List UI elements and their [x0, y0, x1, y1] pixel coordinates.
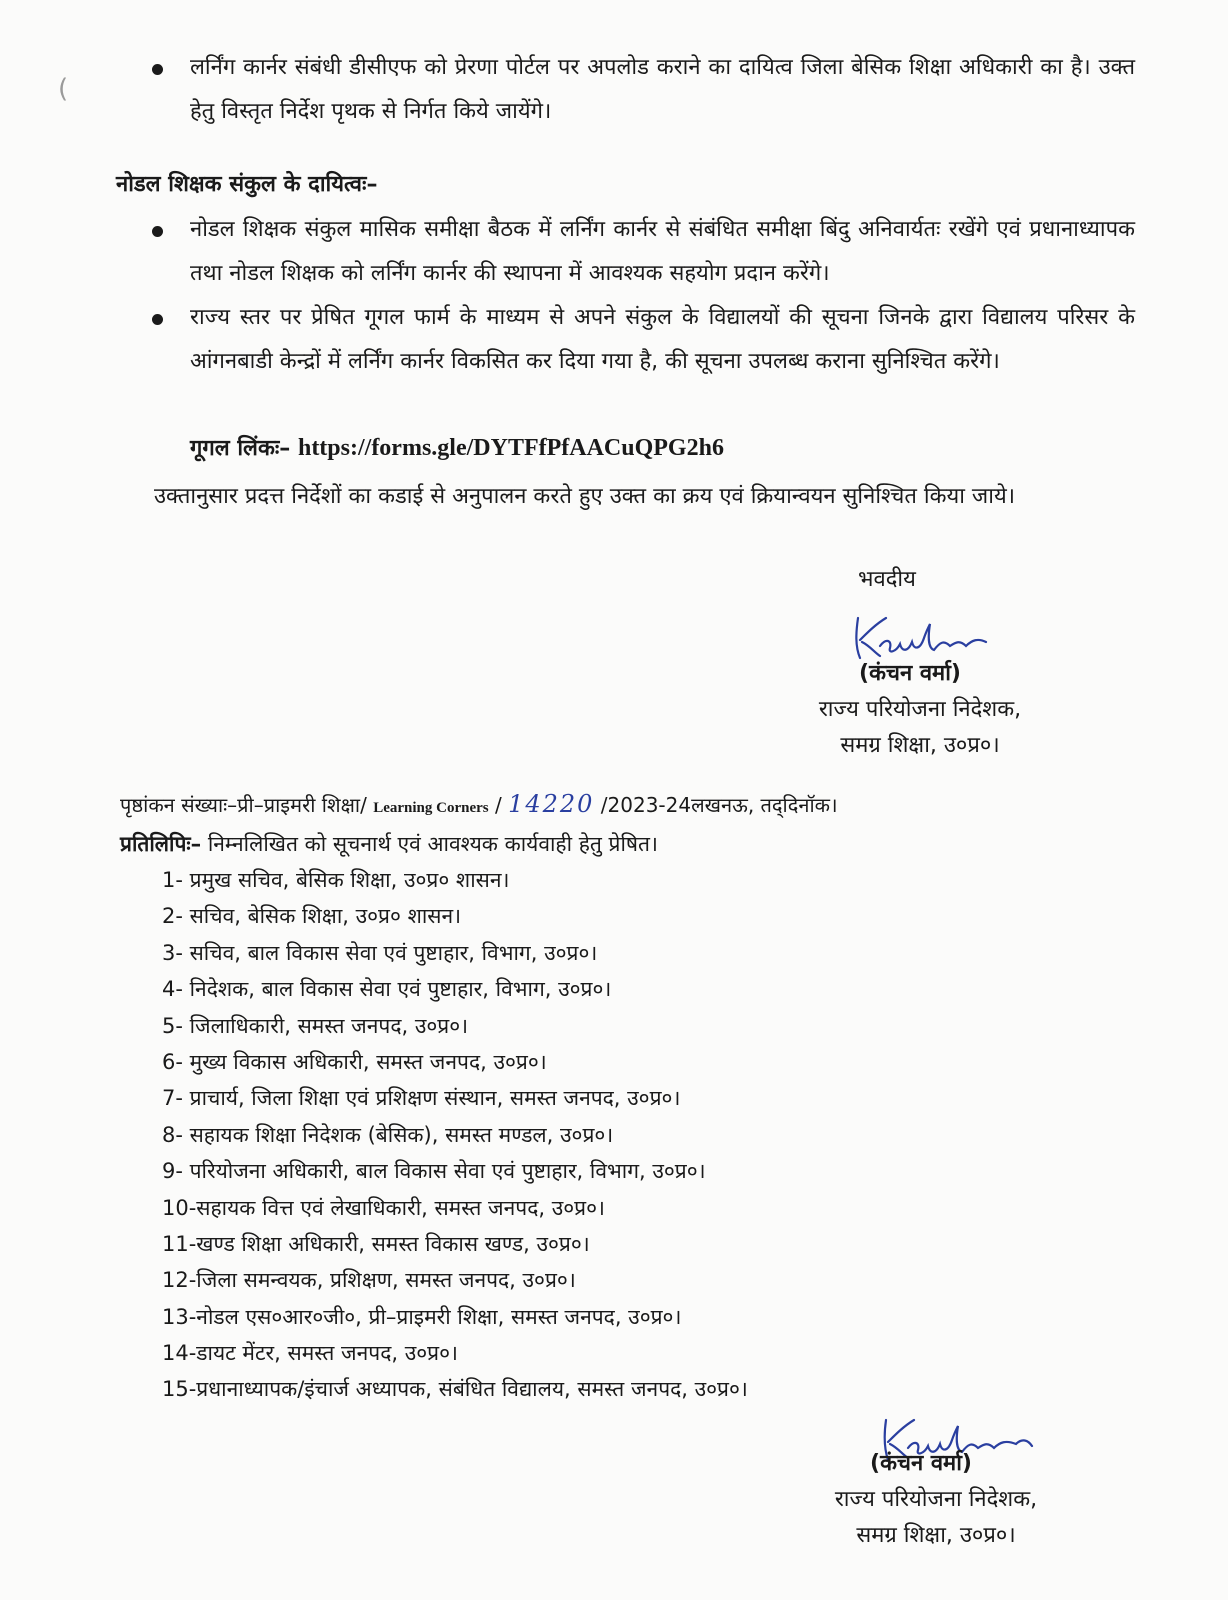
closing-paragraph: उक्तानुसार प्रदत्त निर्देशों का कडाई से अनुपालन करते हुए उक्त का क्रय एवं क्रियान्वयन सुनिश्चित किया जाये। — [154, 484, 1016, 509]
list-item: 1- प्रमुख सचिव, बेसिक शिक्षा, उ०प्र० शासन। — [162, 868, 510, 892]
signatory-office: समग्र शिक्षा, उ०प्र०। — [840, 733, 1000, 758]
bullet-text: लर्निंग कार्नर संबंधी डीसीएफ को प्रेरणा पोर्टल पर अपलोड कराने का दायित्व जिला बेसिक शिक्षा अधिकारी का है। उक्त हेतु विस्तृत निर्देश पृथक से निर्गत किये जायेंगे। — [190, 55, 1135, 124]
list-item: 8- सहायक शिक्षा निदेशक (बेसिक), समस्त मण्डल, उ०प्र०। — [162, 1122, 614, 1147]
reference-line — [120, 790, 838, 818]
copy-recipient-list — [162, 862, 748, 1408]
list-item: 15-प्रधानाध्यापक/इंचार्ज अध्यापक, संबंधित विद्यालय, समस्त जनपद, उ०प्र०। — [162, 1377, 748, 1402]
list-item: 7- प्राचार्य, जिला शिक्षा एवं प्रशिक्षण संस्थान, समस्त जनपद, उ०प्र०। — [162, 1086, 681, 1111]
bullet-nodal-google-form — [190, 296, 1135, 384]
signoff: भवदीय — [858, 567, 916, 592]
copy-intro-line — [120, 830, 658, 858]
reference-number-handwritten: 14220 — [508, 790, 595, 818]
signatory-designation: राज्य परियोजना निदेशक, — [818, 697, 1022, 722]
reference-prefix: पृष्ठांकन संख्याः–प्री–प्राइमरी शिक्षा/ — [120, 793, 374, 817]
bullet-dot — [152, 226, 163, 237]
signatory-block — [780, 656, 1060, 764]
list-item: 4- निदेशक, बाल विकास सेवा एवं पुष्टाहार, विभाग, उ०प्र०। — [162, 977, 612, 1002]
signatory-name: (कंचन वर्मा) — [859, 661, 961, 686]
list-item: 3- सचिव, बाल विकास सेवा एवं पुष्टाहार, विभाग, उ०प्र०। — [162, 940, 598, 965]
list-item: 2- सचिव, बेसिक शिक्षा, उ०प्र० शासन। — [162, 904, 462, 929]
copy-heading: प्रतिलिपिः– — [120, 832, 202, 856]
section-heading-nodal: नोडल शिक्षक संकुल के दायित्वः– — [116, 172, 378, 197]
signatory-name: (कंचन वर्मा) — [870, 1451, 972, 1476]
signatory-block-second — [796, 1446, 1076, 1554]
list-item: 9- परियोजना अधिकारी, बाल विकास सेवा एवं पुष्टाहार, विभाग, उ०प्र०। — [162, 1159, 706, 1184]
list-item: 12-जिला समन्वयक, प्रशिक्षण, समस्त जनपद, उ०प्र०। — [162, 1268, 576, 1293]
bullet-dot — [152, 64, 163, 75]
google-link-label: गूगल लिंकः– — [190, 436, 298, 461]
reference-subject: Learning Corners — [373, 800, 489, 816]
list-item: 14-डायट मेंटर, समस्त जनपद, उ०प्र०। — [162, 1341, 458, 1366]
signatory-designation: राज्य परियोजना निदेशक, — [834, 1487, 1038, 1512]
list-item: 6- मुख्य विकास अधिकारी, समस्त जनपद, उ०प्र०। — [162, 1049, 547, 1074]
bullet-text: नोडल शिक्षक संकुल मासिक समीक्षा बैठक में लर्निंग कार्नर से संबंधित समीक्षा बिंदु अनिवार्यतः रखेंगे एवं प्रधानाध्यापक तथा नोडल शिक्षक को लर्निंग कार्नर की स्थापना में आवश्यक सहयोग प्रदान करेंगे। — [190, 217, 1135, 286]
reference-suffix: /2023-24लखनऊ, तद्‌दिनॉक। — [594, 793, 838, 817]
bullet-dot — [152, 314, 163, 325]
scan-mark: ( — [58, 74, 69, 104]
reference-separator: / — [488, 793, 509, 817]
list-item: 10-सहायक वित्त एवं लेखाधिकारी, समस्त जनपद, उ०प्र०। — [162, 1195, 605, 1220]
google-link-line — [190, 432, 724, 462]
bullet-dcf-upload — [190, 46, 1135, 134]
copy-intro: निम्नलिखित को सूचनार्थ एवं आवश्यक कार्यवाही हेतु प्रेषित। — [201, 832, 658, 856]
google-link-url[interactable]: https://forms.gle/DYTFfPfAACuQPG2h6 — [297, 435, 724, 461]
signatory-office: समग्र शिक्षा, उ०प्र०। — [856, 1523, 1016, 1548]
list-item: 13-नोडल एस०आर०जी०, प्री–प्राइमरी शिक्षा, समस्त जनपद, उ०प्र०। — [162, 1304, 682, 1329]
list-item: 5- जिलाधिकारी, समस्त जनपद, उ०प्र०। — [162, 1013, 469, 1038]
bullet-nodal-review — [190, 208, 1135, 296]
list-item: 11-खण्ड शिक्षा अधिकारी, समस्त विकास खण्ड, उ०प्र०। — [162, 1231, 590, 1256]
bullet-text: राज्य स्तर पर प्रेषित गूगल फार्म के माध्यम से अपने संकुल के विद्यालयों की सूचना जिनके द्वारा विद्यालय परिसर के आंगनबाडी केन्द्रों में लर्निंग कार्नर विकसित कर दिया गया है, की सूचना उपलब्ध कराना सुनिश्चित करेंगे। — [190, 305, 1135, 374]
